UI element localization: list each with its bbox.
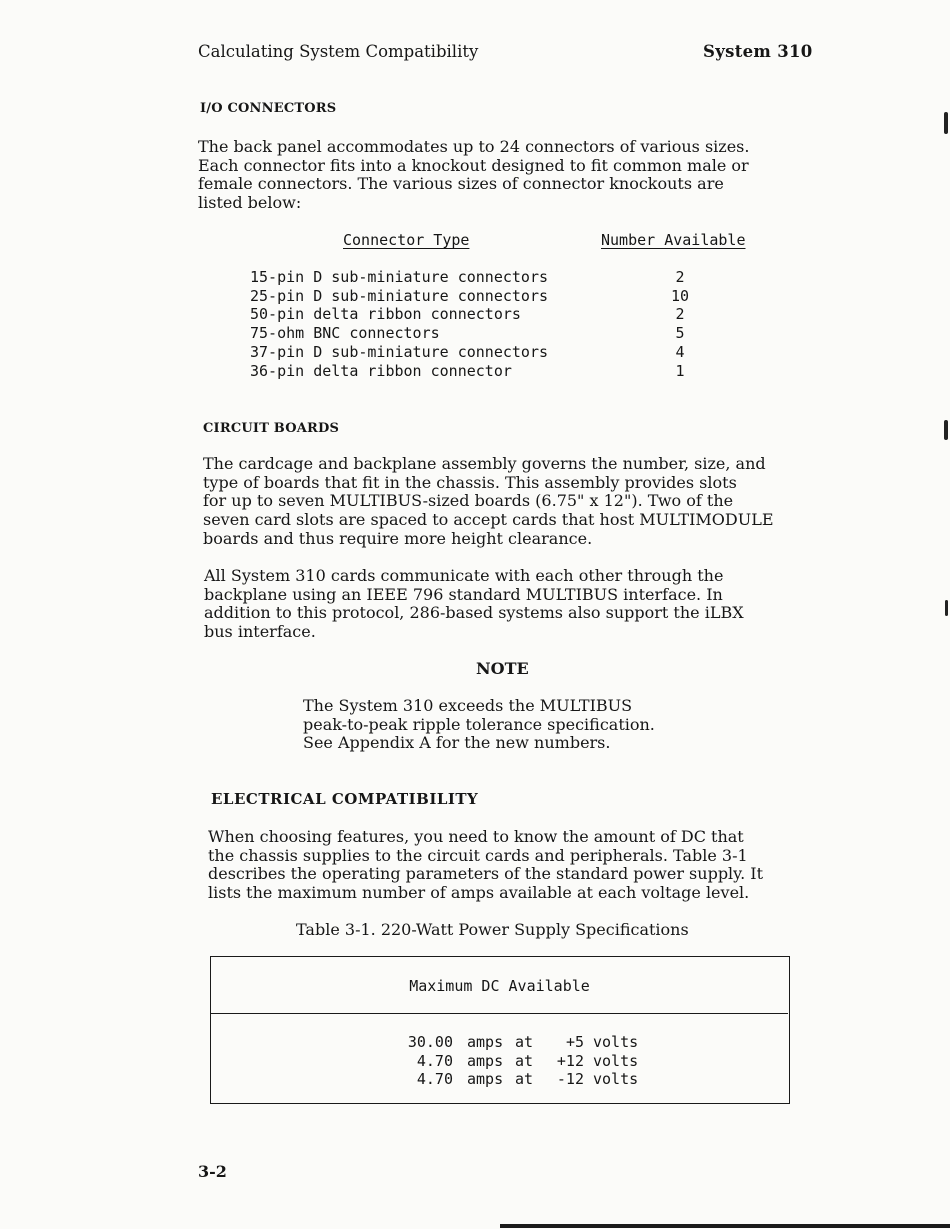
power-row <box>211 1070 791 1089</box>
at-word: at <box>515 1070 534 1088</box>
connector-count: 2 <box>675 305 685 323</box>
connector-row <box>250 305 700 324</box>
connector-count: 4 <box>675 343 685 361</box>
voltage-unit: volts <box>593 1033 639 1051</box>
paragraph-line: backplane using an IEEE 796 standard MULTIBUS interface. In <box>204 584 723 604</box>
paragraph-line: seven card slots are spaced to accept cards that host MULTIMODULE <box>203 510 774 530</box>
table-caption: Table 3-1. 220-Watt Power Supply Specifications <box>296 920 689 939</box>
voltage-value: -12 <box>556 1070 584 1088</box>
section-heading-electrical-compatibility: ELECTRICAL COMPATIBILITY <box>211 790 479 808</box>
connector-count: 10 <box>670 287 690 305</box>
amps-value: 30.00 <box>407 1033 453 1051</box>
paragraph-line: describes the operating parameters of the standard power supply. It <box>208 864 764 884</box>
electrical-paragraph <box>208 828 800 903</box>
paragraph-line: addition to this protocol, 286-based systems also support the iLBX <box>204 603 744 623</box>
paragraph-line: the chassis supplies to the circuit cards and peripherals. Table 3-1 <box>208 845 748 865</box>
connector-type: 25-pin D sub-miniature connectors <box>250 287 549 305</box>
section-heading-io-connectors: I/O CONNECTORS <box>200 101 337 116</box>
power-supply-table <box>210 956 790 1104</box>
connector-type: 36-pin delta ribbon connector <box>250 362 512 380</box>
power-row <box>211 1033 791 1052</box>
voltage-unit: volts <box>593 1052 639 1070</box>
page-number: 3-2 <box>198 1162 227 1181</box>
connector-row <box>250 268 700 287</box>
note-line: See Appendix A for the new numbers. <box>303 733 611 753</box>
io-connectors-paragraph <box>198 138 800 213</box>
note-body <box>303 697 701 753</box>
circuit-boards-paragraph-2 <box>204 567 800 642</box>
voltage-unit: volts <box>593 1070 639 1088</box>
connector-count: 5 <box>675 324 685 342</box>
voltage-value: +12 <box>556 1052 584 1070</box>
note-line: peak-to-peak ripple tolerance specification. <box>303 714 655 734</box>
connector-row <box>250 287 700 306</box>
amps-unit: amps <box>467 1052 504 1070</box>
at-word: at <box>515 1033 534 1051</box>
column-header-connector-type: Connector Type <box>343 231 470 249</box>
scan-mark <box>944 112 948 134</box>
paragraph-line: lists the maximum number of amps available at each voltage level. <box>208 883 750 903</box>
paragraph-line: When choosing features, you need to know the amount of DC that <box>208 827 744 846</box>
paragraph-line: for up to seven MULTIBUS-sized boards (6.75" x 12"). Two of the <box>203 491 734 511</box>
paragraph-line: boards and thus require more height clearance. <box>203 528 593 548</box>
connector-type: 75-ohm BNC connectors <box>250 324 440 342</box>
connector-type: 15-pin D sub-miniature connectors <box>250 268 549 286</box>
amps-unit: amps <box>467 1033 504 1051</box>
amps-value: 4.70 <box>416 1052 453 1070</box>
connector-row <box>250 324 700 343</box>
connector-row <box>250 343 700 362</box>
connector-type: 37-pin D sub-miniature connectors <box>250 343 549 361</box>
voltage-value: +5 <box>565 1033 584 1051</box>
connector-type: 50-pin delta ribbon connectors <box>250 305 521 323</box>
connector-row <box>250 362 700 381</box>
column-header-number-available: Number Available <box>601 231 746 249</box>
bottom-edge-rule <box>500 1224 950 1228</box>
scan-mark <box>944 420 948 440</box>
scan-mark <box>945 600 948 616</box>
paragraph-line: The cardcage and backplane assembly governs the number, size, and <box>203 454 766 473</box>
paragraph-line: listed below: <box>198 193 302 213</box>
note-title: NOTE <box>476 659 529 678</box>
running-header-system: System 310 <box>703 42 813 61</box>
amps-value: 4.70 <box>416 1070 453 1088</box>
at-word: at <box>515 1052 534 1070</box>
paragraph-line: The back panel accommodates up to 24 connectors of various sizes. <box>198 137 750 156</box>
circuit-boards-paragraph-1 <box>203 455 800 549</box>
paragraph-line: female connectors. The various sizes of connector knockouts are <box>198 174 724 194</box>
connector-count: 2 <box>675 268 685 286</box>
connector-count: 1 <box>675 362 685 380</box>
power-row <box>211 1052 791 1071</box>
table-header-max-dc: Maximum DC Available <box>409 977 590 995</box>
note-line: The System 310 exceeds the MULTIBUS <box>303 696 633 715</box>
paragraph-line: bus interface. <box>204 622 316 642</box>
table-header-divider <box>211 1013 788 1014</box>
paragraph-line: All System 310 cards communicate with each other through the <box>204 566 724 585</box>
paragraph-line: Each connector fits into a knockout designed to fit common male or <box>198 155 749 175</box>
amps-unit: amps <box>467 1070 504 1088</box>
section-heading-circuit-boards: CIRCUIT BOARDS <box>203 421 340 436</box>
paragraph-line: type of boards that fit in the chassis. This assembly provides slots <box>203 472 737 492</box>
running-header-title: Calculating System Compatibility <box>198 42 479 61</box>
